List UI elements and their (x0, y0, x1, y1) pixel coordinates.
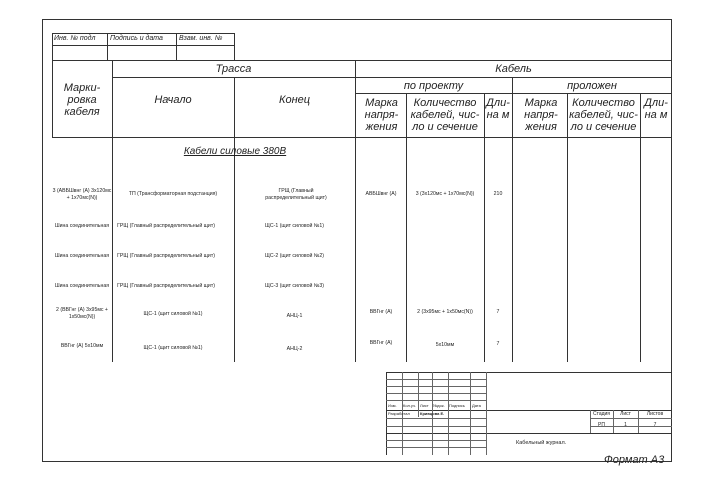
row1-start: ТП (Трансформаторная подстанция) (128, 191, 218, 197)
row2-marking: Шина соединительная (54, 223, 110, 229)
tb-line (386, 440, 486, 441)
row5-length: 7 (496, 309, 500, 315)
stamp-border (234, 33, 235, 60)
row1-qty: 3 (3х120мс + 1х70мс(N)) (415, 191, 475, 197)
header-by-project: по проекту (403, 80, 464, 92)
header-cable: Кабель (495, 63, 532, 75)
tb-ndok: №док. (433, 403, 445, 408)
stamp-top-line (52, 33, 234, 34)
stamp-border (52, 33, 53, 60)
row4-start: ГРЩ (Главный распределительный щит) (117, 283, 215, 289)
tb-line (590, 418, 672, 419)
row6-start: ЩС-1 (щит силовой №1) (143, 345, 203, 351)
header-laid: проложен (567, 80, 617, 92)
tb-razrab-name: Кривцова Е. (420, 411, 445, 416)
tb-doc-title: Кабельный журнал. (516, 440, 567, 446)
row2-start: ГРЩ (Главный распределительный щит) (117, 223, 215, 229)
titleblock-top-border (386, 372, 672, 373)
tb-izm: Изм. (388, 403, 397, 408)
table-header-bottom (52, 137, 672, 138)
header-length: Дли-на м (486, 97, 510, 121)
row1-length: 210 (493, 191, 503, 197)
row2-end: ЩС-1 (щит силовой №1) (265, 223, 324, 229)
tb-razrab-label: Разработал (388, 411, 410, 416)
tb-col (418, 372, 419, 417)
tb-sheets-header: Листов (646, 411, 664, 417)
stamp-inv-no: Инв. № подл (54, 35, 96, 42)
row5-brand: ВВГнг (А) (369, 309, 393, 315)
tb-podp: Подпись (449, 403, 465, 408)
titleblock-left-border (386, 372, 387, 455)
header-brand-voltage-laid: Марка напря-жения (524, 97, 558, 133)
row4-marking: Шина соединительная (54, 283, 110, 289)
tb-col (448, 372, 449, 455)
col-line-5 (484, 93, 485, 362)
stamp-sign-date: Подпись и дата (110, 35, 163, 42)
stamp-border (176, 33, 177, 60)
col-line-6 (512, 77, 513, 362)
tb-col (470, 372, 471, 455)
row3-end: ЩС-2 (щит силовой №2) (265, 253, 324, 259)
row5-end: АНЦ-1 (286, 313, 303, 319)
stamp-replace-inv: Взам. инв. № (179, 35, 223, 42)
tb-line (386, 386, 486, 387)
row5-marking: 2 (ВВГнг (А) 3х95мс + 1х50мс(N)) (56, 307, 108, 320)
col-line-0 (52, 60, 53, 137)
tb-sheet-value: 1 (624, 422, 627, 428)
row3-start: ГРЩ (Главный распределительный щит) (117, 253, 215, 259)
tb-line (386, 379, 486, 380)
tb-list: Лист (420, 403, 429, 408)
row6-marking: ВВГнг (А) 5х10мм (60, 343, 104, 349)
col-line-8 (640, 93, 641, 362)
tb-stage-value: РП (598, 422, 605, 428)
col-line-4 (406, 93, 407, 362)
header-qty-section-laid: Количество кабелей, чис-ло и сечение (569, 97, 638, 133)
header-marking: Марки-ровка кабеля (63, 82, 101, 118)
tb-line (386, 418, 486, 419)
row4-end: ЩС-3 (щит силовой №3) (265, 283, 324, 289)
row1-marking: 3 (АВБШвнг (А) 3х120мс + 1х70мс(N)) (52, 188, 112, 201)
row3-marking: Шина соединительная (54, 253, 110, 259)
tb-line (386, 400, 486, 401)
table-top-line (52, 60, 672, 61)
tb-line-main2 (386, 433, 672, 434)
row6-length: 7 (496, 341, 500, 347)
row6-qty: 5х10мм (435, 342, 455, 348)
tb-stage-header: Стадия (592, 411, 611, 417)
header-length-laid: Дли-на м (644, 97, 668, 121)
header-qty-section: Количество кабелей, чис-ло и сечение (410, 97, 480, 133)
stamp-border (107, 33, 108, 60)
tb-sheets-value: 7 (653, 422, 657, 428)
row5-qty: 2 (3х95мс + 1х50мс(N)) (417, 309, 473, 315)
col-line-3 (355, 60, 356, 362)
tb-line (386, 447, 486, 448)
tb-kol: Кол.уч. (403, 403, 417, 408)
format-label: Формат А3 (604, 454, 665, 466)
table-line-2 (355, 93, 672, 94)
header-brand-voltage: Марка напря-жения (364, 97, 399, 133)
tb-sheet-header: Лист (620, 411, 631, 417)
table-line-1 (112, 77, 672, 78)
row6-end: АНЦ-2 (286, 346, 303, 352)
header-end: Конец (278, 94, 311, 106)
row1-brand: АВБШвнг (А) (365, 191, 397, 197)
section-title: Кабели силовые 380В (183, 146, 287, 157)
stamp-mid-line (52, 45, 234, 46)
col-line-7 (567, 93, 568, 362)
header-start: Начало (154, 94, 192, 106)
tb-data: Дата (472, 403, 481, 408)
tb-line (386, 393, 486, 394)
header-route: Трасса (215, 63, 252, 75)
row6-brand: ВВГнг (А) (369, 340, 393, 346)
tb-col (486, 372, 487, 455)
row1-end: ГРЩ (Главный распределительный щит) (265, 188, 327, 201)
tb-line (386, 426, 486, 427)
row5-start: ЩС-1 (щит силовой №1) (143, 311, 203, 317)
